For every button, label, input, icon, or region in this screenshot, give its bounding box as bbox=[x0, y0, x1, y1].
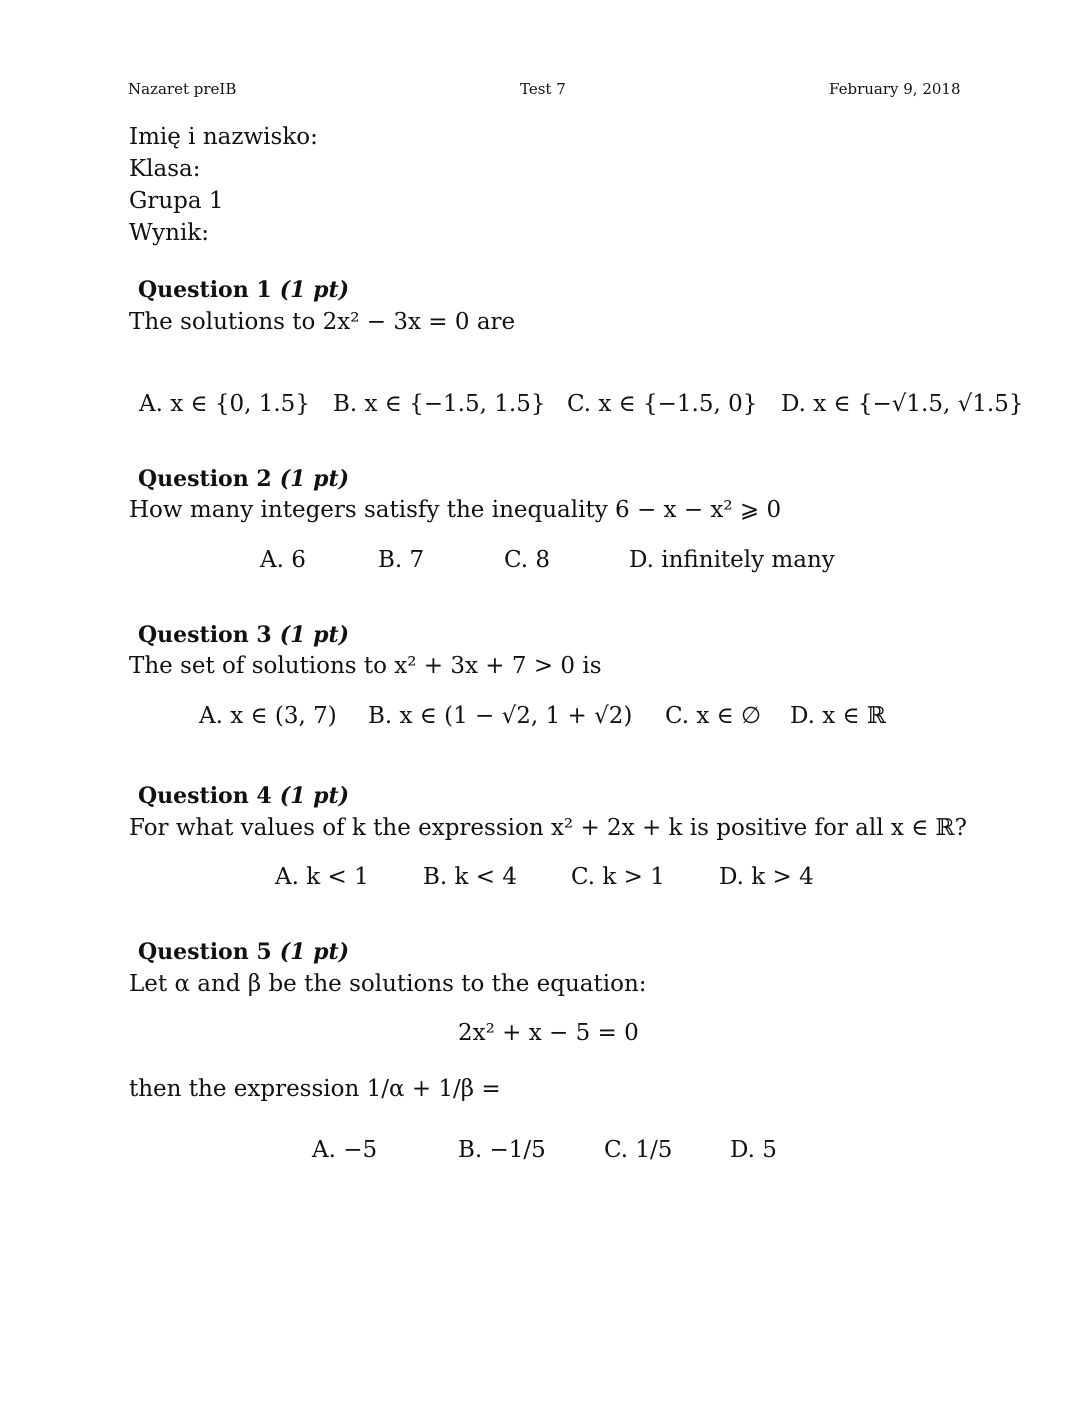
header-school: Nazaret preIB bbox=[128, 80, 237, 98]
question-3-label: Question 3 bbox=[138, 622, 272, 648]
question-2-points: (1 pt) bbox=[279, 466, 350, 492]
question-2-option-b: B. 7 bbox=[378, 547, 425, 573]
question-2-label: Question 2 bbox=[138, 466, 272, 492]
question-2-title bbox=[138, 466, 349, 492]
question-1-option-a: A. x ∈ {0, 1.5} bbox=[139, 391, 310, 417]
question-2-text: How many integers satisfy the inequality 6 − x − x² ⩾ 0 bbox=[129, 497, 782, 523]
question-5-title bbox=[138, 939, 349, 965]
question-5-equation: 2x² + x − 5 = 0 bbox=[458, 1020, 639, 1046]
question-4-option-b: B. k < 4 bbox=[423, 864, 517, 890]
question-2-option-d: D. infinitely many bbox=[629, 547, 835, 573]
question-3-points: (1 pt) bbox=[279, 622, 350, 648]
question-5-option-b: B. −1/5 bbox=[458, 1137, 546, 1163]
question-4-text: For what values of k the expression x² + 2x + k is positive for all x ∈ ℝ? bbox=[129, 815, 967, 841]
question-5-option-d: D. 5 bbox=[730, 1137, 777, 1163]
field-score: Wynik: bbox=[129, 220, 209, 246]
question-2-option-a: A. 6 bbox=[260, 547, 306, 573]
question-3-option-b: B. x ∈ (1 − √2, 1 + √2) bbox=[368, 703, 633, 729]
question-1-title bbox=[138, 277, 349, 303]
field-group: Grupa 1 bbox=[129, 188, 224, 214]
question-1-text: The solutions to 2x² − 3x = 0 are bbox=[129, 309, 516, 335]
question-3-title bbox=[138, 622, 349, 648]
question-1-label: Question 1 bbox=[138, 277, 272, 303]
question-1-option-d: D. x ∈ {−√1.5, √1.5} bbox=[781, 391, 1024, 417]
question-5-text: Let α and β be the solutions to the equation: bbox=[129, 971, 647, 997]
question-4-option-a: A. k < 1 bbox=[275, 864, 369, 890]
header-test: Test 7 bbox=[520, 80, 566, 98]
question-1-option-b: B. x ∈ {−1.5, 1.5} bbox=[333, 391, 546, 417]
question-5-text-2: then the expression 1/α + 1/β = bbox=[129, 1076, 501, 1102]
question-3-text: The set of solutions to x² + 3x + 7 > 0 is bbox=[129, 653, 602, 679]
question-4-title bbox=[138, 783, 349, 809]
question-1-points: (1 pt) bbox=[279, 277, 350, 303]
question-4-label: Question 4 bbox=[138, 783, 272, 809]
question-3-option-c: C. x ∈ ∅ bbox=[665, 703, 762, 729]
question-4-option-d: D. k > 4 bbox=[719, 864, 814, 890]
question-5-label: Question 5 bbox=[138, 939, 272, 965]
question-3-option-d: D. x ∈ ℝ bbox=[790, 703, 886, 729]
question-5-option-a: A. −5 bbox=[312, 1137, 378, 1163]
question-5-option-c: C. 1/5 bbox=[604, 1137, 673, 1163]
question-2-option-c: C. 8 bbox=[504, 547, 551, 573]
header-date: February 9, 2018 bbox=[829, 80, 961, 98]
field-name: Imię i nazwisko: bbox=[129, 124, 318, 150]
question-4-points: (1 pt) bbox=[279, 783, 350, 809]
question-3-option-a: A. x ∈ (3, 7) bbox=[199, 703, 337, 729]
question-5-points: (1 pt) bbox=[279, 939, 350, 965]
question-4-option-c: C. k > 1 bbox=[571, 864, 665, 890]
question-1-option-c: C. x ∈ {−1.5, 0} bbox=[567, 391, 758, 417]
field-class: Klasa: bbox=[129, 156, 201, 182]
